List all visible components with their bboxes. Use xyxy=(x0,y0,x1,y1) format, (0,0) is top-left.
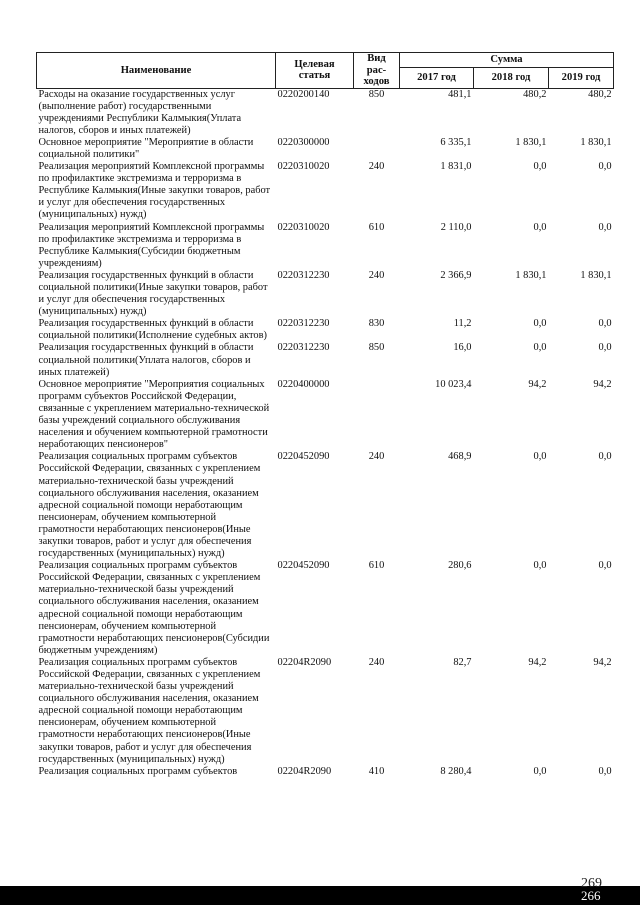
cell-2018: 94,2 xyxy=(528,378,547,390)
cell-2018: 0,0 xyxy=(533,221,547,233)
cell-2018: 0,0 xyxy=(533,342,547,354)
table-row xyxy=(37,560,614,657)
cell-code: 0220312230 xyxy=(277,269,330,281)
table-header xyxy=(37,53,614,89)
cell-2017: 82,7 xyxy=(453,656,472,668)
cell-name: Расходы на оказание государственных услуг (выполнение работ) государственными учреждениями Республики Калмыкия(Уплата налогов, сборов и иных платежей) xyxy=(38,88,242,136)
cell-2017: 1 831,0 xyxy=(440,161,472,173)
cell-code: 0220310020 xyxy=(277,161,330,173)
cell-2018: 94,2 xyxy=(528,656,547,668)
cell-2017: 10 023,4 xyxy=(435,378,472,390)
cell-2019: 0,0 xyxy=(598,221,612,233)
cell-vid: 240 xyxy=(368,161,385,173)
cell-name: Основное мероприятие "Мероприятие в области социальной политики" xyxy=(38,136,254,160)
col-header-2018: 2018 год xyxy=(474,68,549,88)
cell-2017: 468,9 xyxy=(448,451,472,463)
col-header-vid: Вид рас- ходов xyxy=(354,53,400,89)
cell-code: 0220312230 xyxy=(277,318,330,330)
cell-name: Реализация мероприятий Комплексной программы по профилактике экстремизма и терроризма в Республике Калмыкия(Иные закупки товаров, работ и услуг для обеспечения государственных (муниципальных) нужд) xyxy=(38,161,271,221)
cell-name: Основное мероприятие "Мероприятия социальных программ субъектов Российской Федерации, связанные с укреплением материально-технической базы учреждений социального обслуживания населения и обучением компьютерной грамотности неработающих пенсионеров" xyxy=(38,378,270,451)
cell-name: Реализация мероприятий Комплексной программы по профилактике экстремизма и терроризма в Республике Калмыкия(Субсидии бюджетным учреждениям) xyxy=(38,221,265,269)
cell-name: Реализация государственных функций в области социальной политики(Исполнение судебных актов) xyxy=(38,318,267,342)
cell-vid: 410 xyxy=(368,765,385,777)
cell-code: 0220200140 xyxy=(277,88,330,100)
table-row xyxy=(37,270,614,318)
cell-2017: 2 110,0 xyxy=(440,221,472,233)
cell-2018: 0,0 xyxy=(533,451,547,463)
cell-code: 0220300000 xyxy=(277,136,330,148)
cell-name: Реализация социальных программ субъектов xyxy=(38,765,238,777)
cell-vid: 610 xyxy=(368,221,385,233)
cell-2018: 0,0 xyxy=(533,318,547,330)
cell-name: Реализация социальных программ субъектов Российской Федерации, связанных с укреплением материально-технической базы учреждений социального обслуживания населения, оказанием адресной социальной помощи неработающим пенсионерам, обучением компьютерной грамотности неработающих пенсионеров(Субсидии бюджетным учреждениям) xyxy=(38,560,270,656)
cell-code: 0220452090 xyxy=(277,560,330,572)
cell-2017: 481,1 xyxy=(448,88,472,100)
cell-vid: 240 xyxy=(368,656,385,668)
cell-2017: 16,0 xyxy=(453,342,472,354)
cell-2019: 480,2 xyxy=(588,88,612,100)
table-row xyxy=(37,137,614,161)
table-row xyxy=(37,657,614,766)
cell-vid: 240 xyxy=(368,269,385,281)
cell-vid xyxy=(354,137,400,161)
col-header-2019: 2019 год xyxy=(549,68,614,88)
cell-2019: 94,2 xyxy=(593,656,612,668)
cell-code: 02204R2090 xyxy=(277,765,332,777)
budget-table xyxy=(36,52,614,778)
cell-code: 02204R2090 xyxy=(277,656,332,668)
table-row xyxy=(37,88,614,137)
col-header-2017: 2017 год xyxy=(400,68,474,88)
cell-vid xyxy=(354,379,400,452)
table-row xyxy=(37,161,614,221)
table-body xyxy=(37,88,614,778)
table-row xyxy=(37,766,614,778)
cell-vid: 240 xyxy=(368,451,385,463)
cell-name: Реализация государственных функций в области социальной политики(Уплата налогов, сборов и иных платежей) xyxy=(38,342,254,378)
table-row xyxy=(37,318,614,342)
cell-name: Реализация социальных программ субъектов Российской Федерации, связанных с укреплением материально-технической базы учреждений социального обслуживания населения, оказанием адресной социальной помощи неработающим пенсионерам, обучением компьютерной грамотности неработающих пенсионеров(Иные закупки товаров, работ и услуг для обеспечения государственных (муниципальных) нужд) xyxy=(38,451,261,560)
page-number-secondary: 266 xyxy=(581,888,601,903)
table-row xyxy=(37,379,614,452)
cell-2019: 1 830,1 xyxy=(580,269,612,281)
cell-vid: 850 xyxy=(368,88,385,100)
table-row xyxy=(37,222,614,270)
cell-2019: 0,0 xyxy=(598,765,612,777)
page-number: 269 xyxy=(581,876,602,891)
cell-2019: 1 830,1 xyxy=(580,136,612,148)
cell-2017: 280,6 xyxy=(448,560,472,572)
cell-2017: 8 280,4 xyxy=(440,765,472,777)
cell-2019: 0,0 xyxy=(598,161,612,173)
cell-name: Реализация социальных программ субъектов Российской Федерации, связанных с укреплением материально-технической базы учреждений социального обслуживания населения, оказанием адресной социальной помощи неработающим пенсионерам, обучением компьютерной грамотности неработающих пенсионеров(Иные закупки товаров, работ и услуг для обеспечения государственных (муниципальных) нужд) xyxy=(38,656,261,765)
cell-code: 0220312230 xyxy=(277,342,330,354)
cell-2019: 0,0 xyxy=(598,318,612,330)
col-header-sum: Сумма xyxy=(400,53,614,68)
cell-2018: 0,0 xyxy=(533,765,547,777)
cell-code: 0220452090 xyxy=(277,451,330,463)
scan-bottom-bar xyxy=(0,886,640,905)
cell-vid: 610 xyxy=(368,560,385,572)
cell-2018: 1 830,1 xyxy=(515,136,547,148)
cell-2019: 0,0 xyxy=(598,342,612,354)
cell-2019: 94,2 xyxy=(593,378,612,390)
cell-2018: 480,2 xyxy=(523,88,547,100)
col-header-code: Целевая статья xyxy=(276,53,354,89)
cell-code: 0220400000 xyxy=(277,378,330,390)
cell-2018: 0,0 xyxy=(533,560,547,572)
table-row xyxy=(37,342,614,378)
cell-vid: 830 xyxy=(368,318,385,330)
cell-2017: 6 335,1 xyxy=(440,136,472,148)
cell-vid: 850 xyxy=(368,342,385,354)
cell-2019: 0,0 xyxy=(598,451,612,463)
table-row xyxy=(37,451,614,560)
cell-2018: 0,0 xyxy=(533,161,547,173)
cell-2018: 1 830,1 xyxy=(515,269,547,281)
cell-name: Реализация государственных функций в области социальной политики(Иные закупки товаров, работ и услуг для обеспечения государственных (муниципальных) нужд) xyxy=(38,269,268,318)
cell-code: 0220310020 xyxy=(277,221,330,233)
cell-2017: 2 366,9 xyxy=(440,269,472,281)
cell-2017: 11,2 xyxy=(453,318,472,330)
col-header-name: Наименование xyxy=(37,53,276,89)
cell-2019: 0,0 xyxy=(598,560,612,572)
